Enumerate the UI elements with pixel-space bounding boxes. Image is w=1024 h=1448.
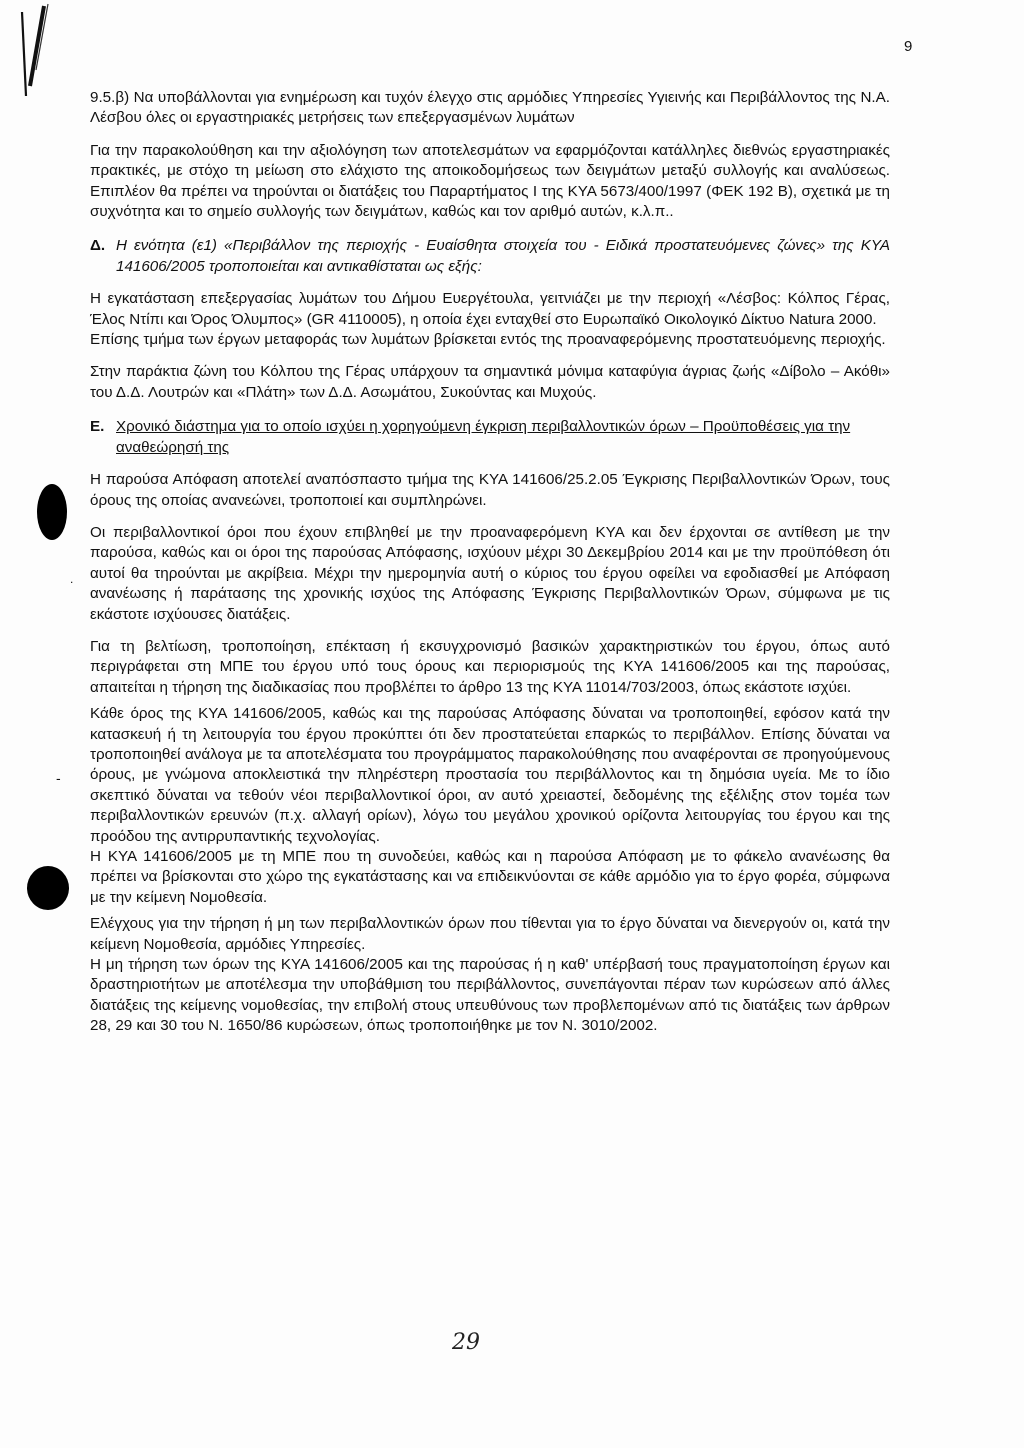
section-epsilon — [90, 417, 890, 458]
delta-paragraph-1: Η εγκατάσταση επεξεργασίας λυμάτων του Δήμου Ευεργέτουλα, γειτνιάζει με την περιοχή «Λέσβος: Κόλπος Γέρας, Έλος Ντίπι και Όρος Όλυμπος» (GR 4110005), η οποία έχει ενταχθεί στο Ευρωπαϊκό Οικολογικό Δίκτυο Natura 2000. — [90, 290, 890, 328]
epsilon-paragraph-4: Κάθε όρος της ΚΥΑ 141606/2005, καθώς και της παρούσας Απόφασης δύναται να τροποποιηθεί, εφόσον κατά την κατασκευή ή τη λειτουργία του έργου προκύπτει ότι δεν προστατεύεται επαρκώς το περιβάλλον. Επίσης δύναται να τροποποιηθεί ανάλογα με τα αποτελέσματα του προγράμματος παρακολούθησης που αναφέρονται σε προηγούμενους όρους, με γνώμονα αποκλειστικά την πληρέστερη προστασία του περιβάλλοντος και τη δημόσια υγεία. Με το ίδιο σκεπτικό δύναται να τεθούν νέοι περιβαλλοντικοί όροι, αν αυτό χρειαστεί, δεδομένης της εξέλιξης στον τομέα των περιβαλλοντικών ερευνών (π.χ. αλλαγή ορίων), λόγω του μεγάλου χρονικού ορίζοντα λειτουργίας του έργου και της προόδου της αντιρρυπαντικής τεχνολογίας. — [90, 705, 890, 845]
delta-paragraph-2: Επίσης τμήμα των έργων μεταφοράς των λυμάτων βρίσκεται εντός της προαναφερόμενης προστατευόμενης περιοχής. — [90, 331, 886, 349]
margin-dash-mark: - — [56, 770, 61, 786]
corner-pen-stroke — [0, 0, 100, 110]
section-95b-heading: 9.5.β) Να υποβάλλονται για ενημέρωση και τυχόν έλεγχο στις αρμόδιες Υπηρεσίες Υγιεινής και Περιβάλλοντος της Ν.Α. Λέσβου όλες οι εργαστηριακές μετρήσεις των επεξεργασμένων λυμάτων — [90, 89, 890, 127]
page-number: 9 — [904, 38, 913, 55]
epsilon-paragraph-6: Ελέγχους για την τήρηση ή μη των περιβαλλοντικών όρων που τίθενται για το έργο δύναται να διενεργούν οι, κατά την κείμενη Νομοθεσία, αρμόδιες Υπηρεσίες. — [90, 915, 890, 953]
section-95b-body: Για την παρακολούθηση και την αξιολόγηση των αποτελεσμάτων να εφαρμόζονται κατάλληλες διεθνώς εργαστηριακές πρακτικές, με στόχο τη μείωση στο ελάχιστο της αποικοδομήσεως των δειγμάτων μεταξύ συλλογής και αναλύσεως. Επιπλέον θα πρέπει να τηρούνται οι διατάξεις του Παραρτήματος Ι της ΚΥΑ 5673/400/1997 (ΦΕΚ 192 Β), σχετικά με τη συχνότητα και το σημείο συλλογής των δειγμάτων, καθώς και τον αριθμό αυτών, κ.λ.π.. — [90, 141, 890, 221]
document-body — [90, 88, 890, 1037]
delta-paragraph-3: Στην παράκτια ζώνη του Κόλπου της Γέρας υπάρχουν τα σημαντικά μόνιμα καταφύγια άγριας ζωής «Δίβολο – Ακόθι» του Δ.Δ. Λουτρών και «Πλάτη» των Δ.Δ. Ασωμάτου, Συκούντας και Μυχούς. — [90, 363, 890, 401]
epsilon-paragraph-7: Η μη τήρηση των όρων της ΚΥΑ 141606/2005 και της παρούσας ή η καθ' υπέρβασή τους πραγματοποίηση έργων και δραστηριοτήτων με αποτέλεσμα την υποβάθμιση του περιβάλλοντος, συνεπάγονται πέραν των κυρώσεων από άλλες διατάξεις της κείμενης νομοθεσίας, την επιβολή στους υπευθύνους των προβλεπομένων από τις διατάξεις των άρθρων 28, 29 και 30 του Ν. 1650/86 κυρώσεων, όπως τροποποιήθηκε με τον Ν. 3010/2002. — [90, 956, 890, 1035]
section-epsilon-label: Ε. — [90, 418, 105, 436]
punch-hole-lower — [24, 860, 70, 916]
epsilon-paragraph-3: Για τη βελτίωση, τροποποίηση, επέκταση ή εκσυγχρονισμό βασικών χαρακτηριστικών του έργου, όπως αυτό περιγράφεται στη ΜΠΕ του έργου υπό τους όρους και περιορισμούς της ΚΥΑ 141606/2005 και της παρούσας, απαιτείται η τήρηση της διαδικασίας που προβλέπει το άρθρο 13 της ΚΥΑ 11014/703/2003, όπως εκάστοτε ισχύει. — [90, 637, 890, 696]
epsilon-paragraph-1: Η παρούσα Απόφαση αποτελεί αναπόσπαστο τμήμα της ΚΥΑ 141606/25.2.05 Έγκρισης Περιβαλλοντικών Όρων, τους όρους της οποίας ανανεώνει, τροποποιεί και συμπληρώνει. — [90, 471, 890, 509]
section-delta-intro: Η ενότητα (ε1) «Περιβάλλον της περιοχής - Ευαίσθητα στοιχεία του - Ειδικά προστατευόμενες ζώνες» της ΚΥΑ 141606/2005 τροποποιείται και αντικαθίσταται ως εξής: — [116, 237, 890, 275]
handwritten-page-number: 29 — [452, 1330, 480, 1355]
epsilon-paragraph-2: Οι περιβαλλοντικοί όροι που έχουν επιβληθεί με την προαναφερόμενη ΚΥΑ και δεν έρχονται σε αντίθεση με την παρούσα, καθώς και οι όροι της παρούσας Απόφασης, ισχύουν μέχρι 30 Δεκεμβρίου 2014 και με την προϋπόθεση ότι αυτοί θα τηρούνται με ακρίβεια. Μέχρι την ημερομηνία αυτή ο κύριος του έργου οφείλει να εφοδιασθεί με Απόφαση ανανέωσης ή παράτασης της χρονικής ισχύος της Απόφασης Έγκρισης Περιβαλλοντικών Όρων, σύμφωνα με τις εκάστοτε ισχύουσες διατάξεις. — [90, 523, 890, 623]
section-epsilon-title: Χρονικό διάστημα για το οποίο ισχύει η χορηγούμενη έγκριση περιβαλλοντικών όρων – Προϋποθέσεις για την αναθεώρησή της — [116, 418, 851, 456]
margin-dot-mark: . — [70, 572, 74, 586]
epsilon-paragraph-5: Η ΚΥΑ 141606/2005 με τη ΜΠΕ που τη συνοδεύει, καθώς και η παρούσα Απόφαση με το φάκελο ανανέωσης θα πρέπει να βρίσκονται στο χώρο της εγκατάστασης και να επιδεικνύονται σε κάθε αρμόδιο για το έργο φορέα, σύμφωνα με την κείμενη Νομοθεσία. — [90, 848, 890, 906]
punch-hole-upper — [34, 466, 74, 556]
section-delta — [90, 236, 890, 277]
section-delta-label: Δ. — [90, 237, 106, 255]
